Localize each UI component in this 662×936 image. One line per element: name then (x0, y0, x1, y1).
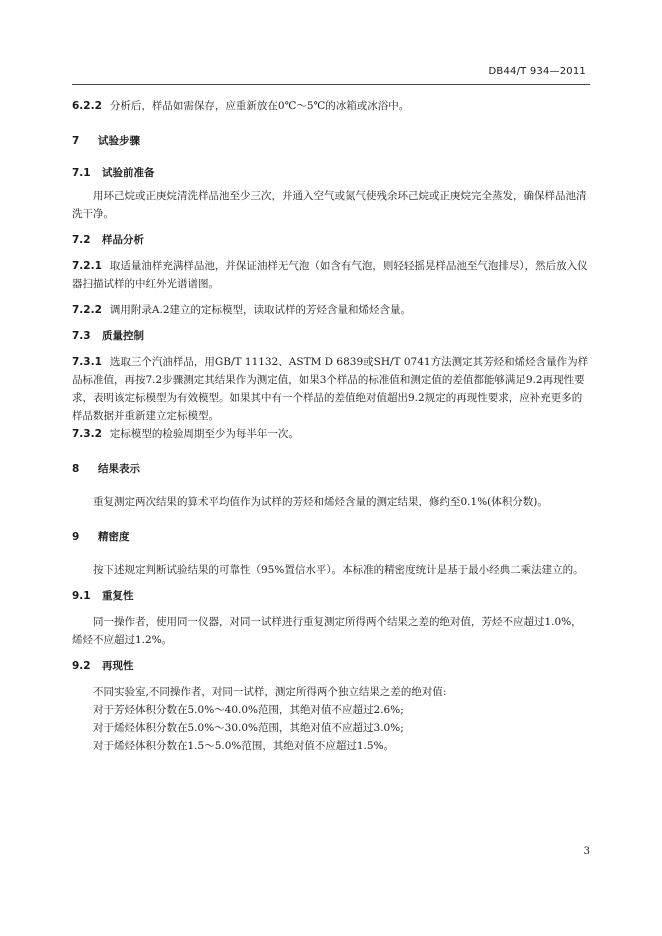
standard-code: DB44/T 934—2011 (488, 66, 586, 77)
heading-number: 9.2 (72, 660, 91, 672)
paragraph-9-2-line: 对于烯烃体积分数在1.5～5.0%范围，其绝对值不应超过1.5%。 (93, 740, 395, 752)
heading-9 (72, 528, 590, 546)
clause-text: 取适量油样充满样品池，并保证油样无气泡（如含有气泡，则轻轻摇晃样品池至气泡排尽），然后放入仪器扫描试样的中红外光谱谱图。 (72, 260, 588, 290)
heading-title: 再现性 (102, 660, 134, 672)
heading-7-1 (72, 164, 590, 182)
paragraph-9-2-line: 对于芳烃体积分数在5.0%～40.0%范围，其绝对值不应超过2.6%; (93, 704, 404, 716)
heading-7 (72, 132, 590, 150)
clause-7-3-1 (72, 353, 590, 425)
page-content (72, 95, 590, 755)
paragraph-9-1: 同一操作者，使用同一仪器，对同一试样进行重复测定所得两个结果之差的绝对值，芳烃不应超过1.0%，烯烃不应超过1.2%。 (72, 616, 582, 646)
heading-title: 试验前准备 (102, 167, 155, 179)
heading-9-2 (72, 657, 590, 675)
heading-title: 试验步骤 (98, 135, 140, 147)
heading-number: 8 (72, 463, 80, 475)
clause-number: 7.2.2 (72, 304, 102, 316)
heading-9-1 (72, 587, 590, 605)
page-number: 3 (583, 846, 590, 857)
clause-7-2-1 (72, 257, 590, 293)
heading-title: 质量控制 (102, 330, 144, 342)
heading-number: 7.3 (72, 330, 91, 342)
heading-title: 精密度 (98, 531, 130, 543)
paragraph-9-2-line: 不同实验室,不同操作者，对同一试样，测定所得两个独立结果之差的绝对值: (93, 686, 447, 698)
header-rule (72, 84, 590, 85)
clause-text: 选取三个汽油样品，用GB/T 11132、ASTM D 6839或SH/T 0741方法测定其芳烃和烯烃含量作为样品标准值，再按7.2步骤测定其结果作为测定值，如果3个样品的标准值和测定值的差值都能够满足9.2再现性要求，表明该定标模型为有效模型。如果其中有一个样品的差值绝对值超出9.2规定的再现性要求，应补充更多的样品数据并重新建立定标模型。 (72, 356, 589, 422)
heading-7-2 (72, 231, 590, 249)
clause-text: 定标模型的检验周期至少为每半年一次。 (109, 428, 299, 440)
paragraph-9: 按下述规定判断试验结果的可靠性（95%置信水平）。本标准的精密度统计是基于最小经典二乘法建立的。 (93, 564, 584, 576)
heading-title: 样品分析 (102, 234, 144, 246)
heading-8 (72, 460, 590, 478)
heading-number: 7.1 (72, 167, 91, 179)
heading-title: 重复性 (102, 590, 134, 602)
clause-number: 7.2.1 (72, 260, 102, 272)
paragraph-9-2-line: 对于烯烃体积分数在5.0%～30.0%范围，其绝对值不应超过3.0%; (93, 722, 404, 734)
heading-number: 7.2 (72, 234, 91, 246)
heading-7-3 (72, 327, 590, 345)
heading-number: 9.1 (72, 590, 91, 602)
clause-number: 6.2.2 (72, 100, 102, 112)
clause-7-2-2 (72, 301, 590, 319)
paragraph-8: 重复测定两次结果的算术平均值作为试样的芳烃和烯烃含量的测定结果，修约至0.1%(体积分数)。 (93, 496, 548, 508)
paragraph-7-1: 用环己烷或正庚烷清洗样品池至少三次，并通入空气或氮气使残余环己烷或正庚烷完全蒸发，确保样品池清洗干净。 (72, 190, 587, 220)
clause-number: 7.3.2 (72, 428, 102, 440)
heading-title: 结果表示 (98, 463, 140, 475)
clause-text: 分析后，样品如需保存，应重新放在0℃～5℃的冰箱或冰浴中。 (109, 100, 410, 112)
clause-7-3-2 (72, 425, 590, 443)
clause-text: 调用附录A.2建立的定标模型，读取试样的芳烃含量和烯烃含量。 (109, 304, 412, 316)
clause-number: 7.3.1 (72, 356, 102, 368)
heading-number: 9 (72, 531, 80, 543)
clause-6-2-2 (72, 97, 590, 115)
heading-number: 7 (72, 135, 80, 147)
